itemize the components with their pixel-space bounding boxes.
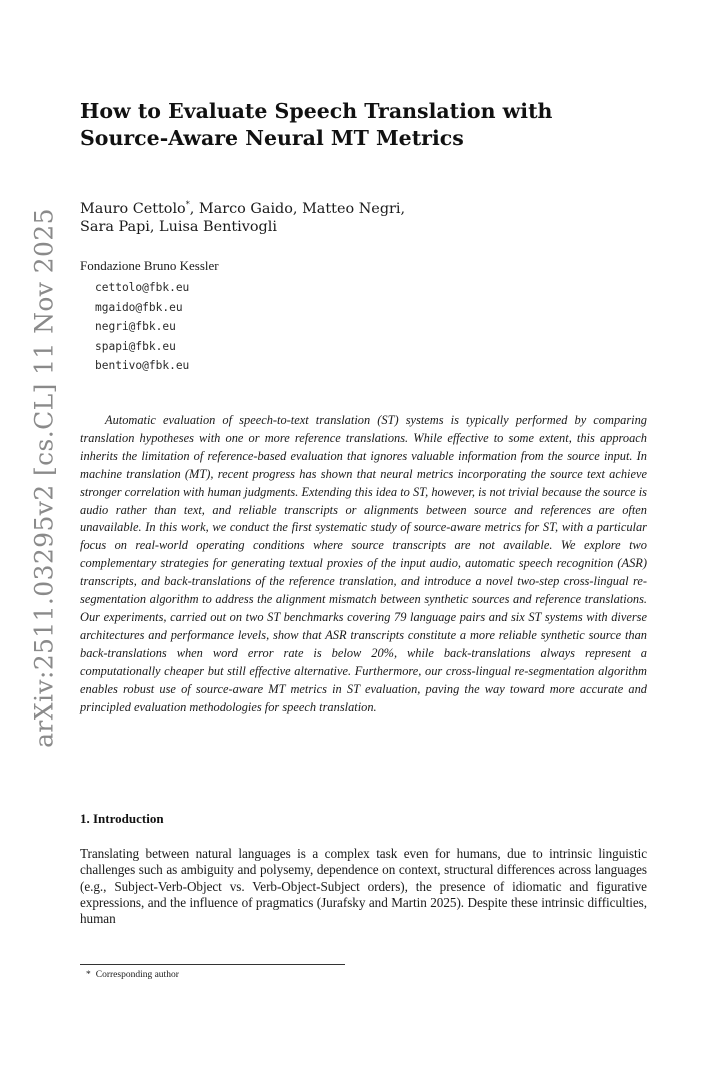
title-line-1: How to Evaluate Speech Translation with bbox=[80, 99, 553, 123]
author-first: Mauro Cettolo bbox=[80, 201, 186, 217]
email-list bbox=[95, 278, 189, 376]
arxiv-identifier: arXiv:2511.03295v2 [cs.CL] 11 Nov 2025 bbox=[29, 208, 59, 748]
footnote-text: Corresponding author bbox=[95, 970, 179, 980]
footnote-mark: * bbox=[86, 970, 91, 980]
paper-title bbox=[80, 98, 680, 152]
email-address: mgaido@fbk.eu bbox=[95, 300, 183, 314]
email-address: bentivo@fbk.eu bbox=[95, 359, 190, 372]
author-list bbox=[80, 196, 405, 236]
footnote-divider bbox=[80, 964, 345, 965]
footnote bbox=[86, 970, 179, 980]
author-line-2: Sara Papi, Luisa Bentivogli bbox=[80, 218, 277, 235]
email-address: negri@fbk.eu bbox=[95, 320, 176, 333]
abstract: Automatic evaluation of speech-to-text translation (ST) systems is typically performed by comparing translation hypotheses with one or more reference translations. While effective to some extent, this approach inherits the limitation of reference-based evaluation that ignores valuable information from the source input. In machine translation (MT), recent progress has shown that neural metrics incorporating the source text achieve stronger correlation with human judgments. Extending this idea to ST, however, is not trivial because the source is audio rather than text, and reliable transcripts or alignments between source and references are often unavailable. In this work, we conduct the first systematic study of source-aware metrics for ST, with a particular focus on real-world operating conditions where source transcripts are not available. We explore two complementary strategies for generating textual proxies of the input audio, automatic speech recognition (ASR) transcripts, and back-translations of the reference translation, and introduce a novel two-step cross-lingual re-segmentation algorithm to address the alignment mismatch between synthetic sources and reference translations. Our experiments, carried out on two ST benchmarks covering 79 language pairs and six ST systems with diverse architectures and performance levels, show that ASR transcripts constitute a more reliable synthetic source than back-translations when word error rate is below 20%, while back-translations always represent a computationally cheaper but still effective alternative. Furthermore, our cross-lingual re-segmentation algorithm enables robust use of source-aware MT metrics in ST evaluation, paving the way toward more accurate and principled evaluation methodologies for speech translation. bbox=[80, 413, 647, 714]
author-rest: , Marco Gaido, Matteo Negri, bbox=[189, 201, 406, 217]
email-address: spapi@fbk.eu bbox=[95, 339, 176, 353]
title-line-2: Source-Aware Neural MT Metrics bbox=[80, 126, 464, 150]
affiliation: Fondazione Bruno Kessler bbox=[80, 258, 219, 273]
corresponding-author-mark: * bbox=[185, 200, 190, 209]
section-heading: 1. Introduction bbox=[80, 811, 164, 826]
author-line-1 bbox=[80, 196, 405, 219]
email-address: cettolo@fbk.eu bbox=[95, 281, 190, 294]
intro-paragraph: Translating between natural languages is a complex task even for humans, due to intrinsic linguistic challenges such as ambiguity and polysemy, dependence on context, structural differences across languages (e.g., Subject-Verb-Object vs. Verb-Object-Subject orders), the presence of idiomatic and figurative expressions, and the influence of pragmatics (Jurafsky and Martin 2025). Despite these intrinsic difficulties, human bbox=[80, 846, 647, 927]
